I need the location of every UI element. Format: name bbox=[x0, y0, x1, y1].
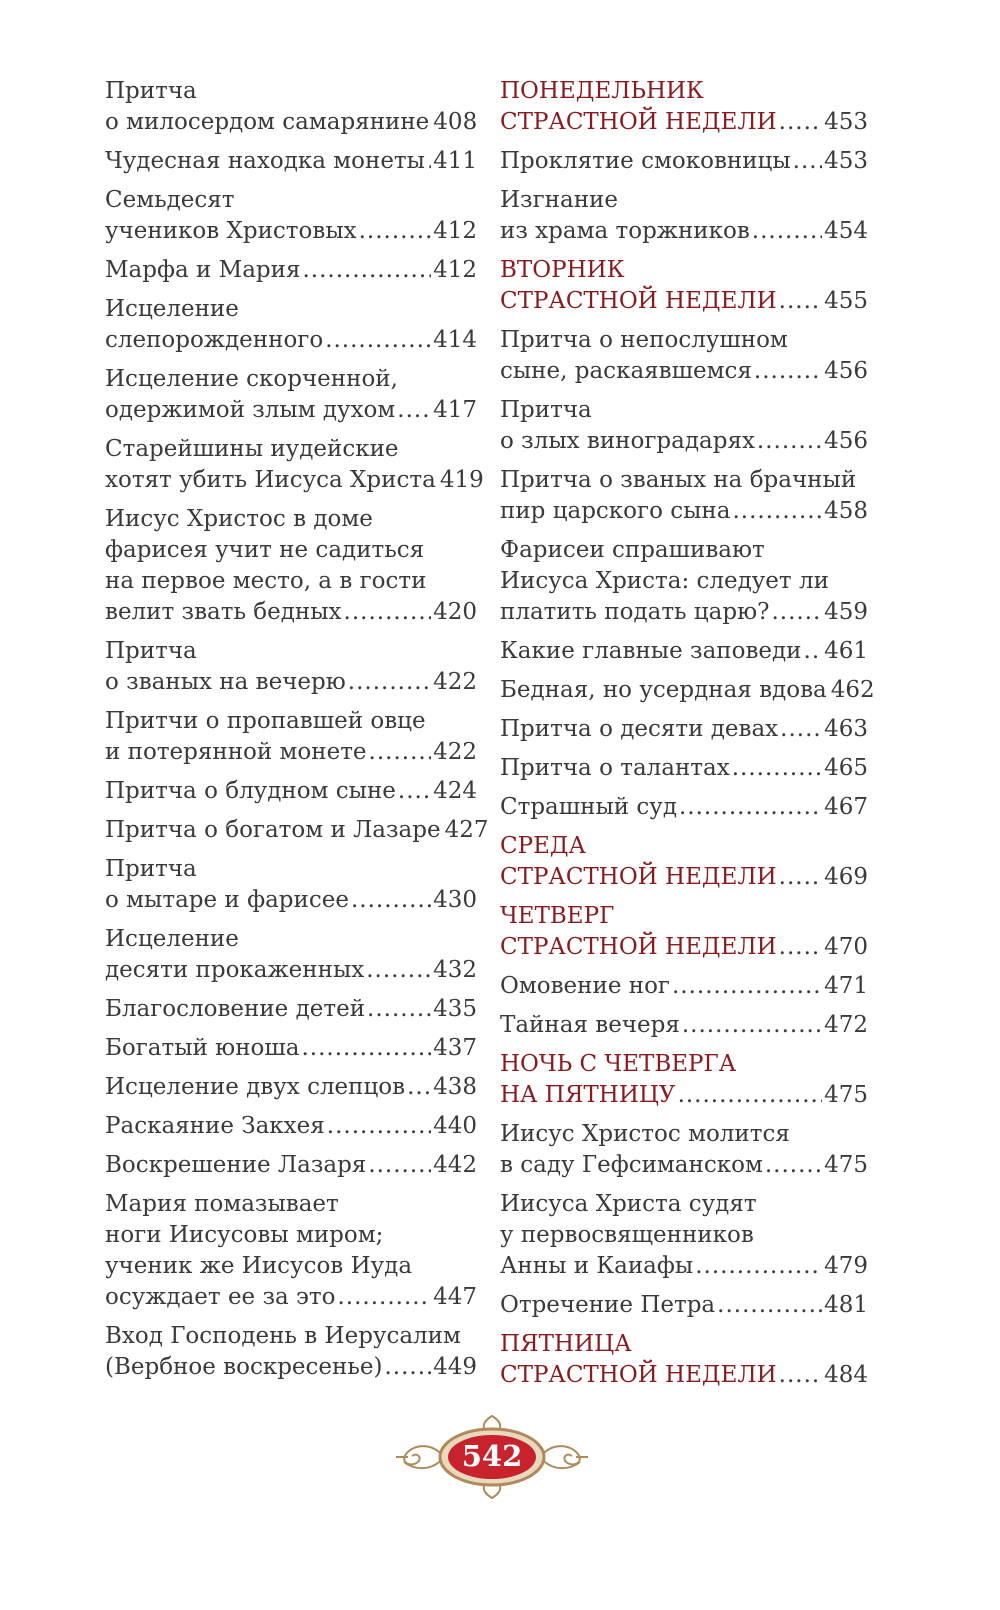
toc-entry-line bbox=[105, 885, 477, 916]
toc-page-number: 459 bbox=[824, 599, 868, 625]
toc-entry-line bbox=[105, 146, 477, 177]
toc-entry-text: Исцеление bbox=[105, 926, 239, 952]
toc-entry-text: СРЕДА bbox=[500, 833, 586, 859]
dot-leader bbox=[398, 776, 431, 807]
toc-entry-text: о мытаре и фарисее bbox=[105, 887, 349, 913]
toc-entry-text: ПОНЕДЕЛЬНИК bbox=[500, 78, 704, 104]
dot-leader bbox=[427, 146, 431, 177]
toc-entry-text: СТРАСТНОЙ НЕДЕЛИ bbox=[500, 1362, 777, 1388]
dot-leader bbox=[682, 1010, 822, 1041]
toc-entry bbox=[500, 1189, 868, 1282]
toc-entry bbox=[500, 395, 868, 457]
toc-entry-line bbox=[105, 597, 477, 628]
dot-leader bbox=[407, 1072, 431, 1103]
toc-entry bbox=[105, 434, 484, 496]
toc-page-number: 420 bbox=[433, 599, 477, 625]
toc-page-number: 463 bbox=[824, 716, 868, 742]
toc-entry-text: Иисуса Христа судят bbox=[500, 1191, 757, 1217]
toc-page-number: 479 bbox=[824, 1253, 868, 1279]
toc-entry-line bbox=[105, 1072, 477, 1103]
toc-entry bbox=[105, 1321, 477, 1383]
dot-leader bbox=[752, 216, 822, 247]
toc-entry bbox=[105, 776, 477, 807]
toc-entry bbox=[500, 792, 868, 823]
toc-entry-text: из храма торжников bbox=[500, 218, 750, 244]
toc-page-number: 472 bbox=[824, 1012, 868, 1038]
dot-leader bbox=[344, 597, 432, 628]
toc-page-number: 475 bbox=[824, 1152, 868, 1178]
toc-entry-line bbox=[105, 1282, 477, 1313]
toc-entry-line bbox=[500, 286, 868, 317]
dot-leader bbox=[351, 885, 431, 916]
toc-entry bbox=[105, 146, 477, 177]
toc-entry-line bbox=[500, 1010, 868, 1041]
toc-entry bbox=[105, 185, 477, 247]
toc-entry-text: фарисея учит не садиться bbox=[105, 537, 425, 563]
dot-leader bbox=[779, 932, 822, 963]
toc-entry-text: Фарисеи спрашивают bbox=[500, 537, 765, 563]
toc-page-number: 456 bbox=[824, 358, 868, 384]
toc-entry bbox=[500, 185, 868, 247]
dot-leader bbox=[757, 426, 822, 457]
toc-page-number: 411 bbox=[433, 148, 477, 174]
toc-page-number: 471 bbox=[824, 973, 868, 999]
toc-entry bbox=[500, 714, 868, 745]
toc-entry bbox=[500, 1119, 868, 1181]
toc-entry bbox=[105, 1072, 477, 1103]
toc-entry bbox=[105, 706, 477, 768]
toc-entry-line bbox=[105, 325, 477, 356]
dot-leader bbox=[780, 714, 822, 745]
toc-entry-text: и потерянной монете bbox=[105, 739, 367, 765]
toc-entry-text: СТРАСТНОЙ НЕДЕЛИ bbox=[500, 864, 777, 890]
toc-entry bbox=[105, 1111, 477, 1142]
dot-leader bbox=[732, 496, 822, 527]
toc-entry-text: Притча bbox=[105, 638, 197, 664]
toc-entry-text: Притча о непослушном bbox=[500, 327, 788, 353]
toc-entry-line bbox=[500, 216, 868, 247]
toc-entry-text: Иисуса Христа: следует ли bbox=[500, 568, 829, 594]
toc-entry-text: Старейшины иудейские bbox=[105, 436, 399, 462]
toc-page-number: 419 bbox=[439, 467, 484, 493]
dot-leader bbox=[327, 1111, 431, 1142]
toc-section-heading bbox=[500, 1049, 868, 1111]
toc-entry-text: СТРАСТНОЙ НЕДЕЛИ bbox=[500, 934, 777, 960]
toc-entry-text: Притчи о пропавшей овце bbox=[105, 708, 426, 734]
toc-entry bbox=[105, 636, 477, 698]
toc-entry-text: Притча о блудном сыне bbox=[105, 778, 396, 804]
dot-leader bbox=[695, 1251, 822, 1282]
toc-entry-line bbox=[105, 955, 477, 986]
toc-section-heading bbox=[500, 76, 868, 138]
dot-leader bbox=[384, 1352, 431, 1383]
toc-page-number: 422 bbox=[433, 739, 477, 765]
toc-page-number: 453 bbox=[824, 109, 868, 135]
toc-entry-text: Притча о званых на брачный bbox=[500, 467, 857, 493]
toc-entry-text: Благословение детей bbox=[105, 996, 366, 1022]
toc-entry-line bbox=[105, 395, 477, 426]
toc-entry-text: Исцеление bbox=[105, 296, 239, 322]
toc-entry-text: Раскаяние Закхея bbox=[105, 1113, 325, 1139]
toc-entry bbox=[500, 535, 868, 628]
toc-page-number: 440 bbox=[433, 1113, 477, 1139]
toc-entry-line bbox=[500, 597, 868, 628]
toc-page-number: 414 bbox=[433, 327, 477, 353]
dot-leader bbox=[672, 971, 822, 1002]
toc-entry-line bbox=[105, 107, 477, 138]
toc-entry-text: Анны и Каиафы bbox=[500, 1253, 694, 1279]
toc-entry-text: Притча bbox=[105, 78, 197, 104]
toc-entry-text: Притча о талантах bbox=[500, 755, 730, 781]
toc-entry-text: сыне, раскаявшемся bbox=[500, 358, 752, 384]
toc-entry-text: слепорожденного bbox=[105, 327, 324, 353]
toc-entry-line bbox=[105, 1033, 477, 1064]
toc-entry-line bbox=[105, 1352, 477, 1383]
toc-section-heading bbox=[500, 831, 868, 893]
toc-page-number: 424 bbox=[433, 778, 477, 804]
toc-entry-text: ПЯТНИЦА bbox=[500, 1331, 632, 1357]
toc-entry bbox=[105, 815, 489, 846]
toc-page-number: 435 bbox=[433, 996, 477, 1022]
dot-leader bbox=[368, 1150, 431, 1181]
toc-entry-line bbox=[500, 496, 868, 527]
toc-entry bbox=[105, 255, 477, 286]
dot-leader bbox=[679, 792, 822, 823]
page-number-badge bbox=[392, 1412, 592, 1502]
dot-leader bbox=[771, 597, 822, 628]
toc-entry-text: Притча bbox=[105, 856, 197, 882]
toc-entry-text: Иисус Христос в доме bbox=[105, 506, 373, 532]
toc-page-number: 470 bbox=[824, 934, 868, 960]
toc-entry-line bbox=[105, 1150, 477, 1181]
toc-entry-text: НА ПЯТНИЦУ bbox=[500, 1082, 676, 1108]
toc-entry-text: на первое место, а в гости bbox=[105, 568, 427, 594]
toc-entry-line bbox=[105, 815, 489, 846]
toc-page-number: 438 bbox=[433, 1074, 477, 1100]
toc-entry bbox=[105, 1033, 477, 1064]
toc-entry-text: ученик же Иисусов Иуда bbox=[105, 1253, 413, 1279]
toc-entry-line bbox=[500, 1290, 868, 1321]
toc-entry-text: Мария помазывает bbox=[105, 1191, 339, 1217]
toc-entry-text: Исцеление двух слепцов bbox=[105, 1074, 406, 1100]
toc-page-number: 484 bbox=[824, 1362, 868, 1388]
toc-page-number: 461 bbox=[824, 638, 868, 664]
toc-entry-text: Отречение Петра bbox=[500, 1292, 716, 1318]
toc-page-number: 417 bbox=[433, 397, 477, 423]
page-number: 542 bbox=[461, 1439, 523, 1473]
toc-entry-text: Вход Господень в Иерусалим bbox=[105, 1323, 461, 1349]
toc-entry-text: Бедная, но усердная вдова bbox=[500, 677, 827, 703]
toc-page-number: 465 bbox=[824, 755, 868, 781]
toc-entry-text: Притча о десяти девах bbox=[500, 716, 779, 742]
toc-entry bbox=[105, 994, 477, 1025]
toc-entry-line bbox=[500, 426, 868, 457]
toc-entry-line bbox=[105, 667, 477, 698]
toc-page-number: 475 bbox=[824, 1082, 868, 1108]
toc-entry-text: СТРАСТНОЙ НЕДЕЛИ bbox=[500, 109, 777, 135]
toc-entry-line bbox=[105, 776, 477, 807]
dot-leader bbox=[348, 667, 431, 698]
toc-entry-line bbox=[105, 465, 484, 496]
toc-entry-line bbox=[105, 737, 477, 768]
toc-entry-text: о злых виноградарях bbox=[500, 428, 755, 454]
toc-entry bbox=[105, 76, 477, 138]
toc-section-heading bbox=[500, 255, 868, 317]
toc-entry-text: о званых на вечерю bbox=[105, 669, 346, 695]
toc-entry-text: десяти прокаженных bbox=[105, 957, 365, 983]
toc-entry-line bbox=[105, 255, 477, 286]
toc-entry bbox=[105, 504, 477, 628]
toc-entry-line bbox=[500, 792, 868, 823]
dot-leader bbox=[754, 356, 822, 387]
toc-entry-text: у первосвященников bbox=[500, 1222, 754, 1248]
dot-leader bbox=[779, 286, 822, 317]
toc-page-number: 412 bbox=[433, 218, 477, 244]
toc-entry-text: пир царского сына bbox=[500, 498, 731, 524]
dot-leader bbox=[793, 146, 822, 177]
toc-entry-line bbox=[500, 714, 868, 745]
toc-section-heading bbox=[500, 1329, 868, 1391]
toc-entry-text: НОЧЬ С ЧЕТВЕРГА bbox=[500, 1051, 737, 1077]
toc-entry bbox=[500, 146, 868, 177]
toc-entry bbox=[105, 854, 477, 916]
toc-entry-text: Семьдесят bbox=[105, 187, 235, 213]
toc-page-number: 408 bbox=[433, 109, 478, 135]
toc-page-number: 432 bbox=[433, 957, 477, 983]
toc-page-number: 467 bbox=[824, 794, 868, 820]
toc-page-number: 430 bbox=[433, 887, 477, 913]
toc-entry-text: ВТОРНИК bbox=[500, 257, 625, 283]
toc-entry-text: Страшный суд bbox=[500, 794, 677, 820]
toc-entry-line bbox=[500, 356, 868, 387]
toc-entry bbox=[500, 675, 875, 706]
toc-entry bbox=[105, 924, 477, 986]
toc-entry-text: о милосердом самарянине bbox=[105, 109, 430, 135]
dot-leader bbox=[338, 1282, 432, 1313]
toc-entry-text: учеников Христовых bbox=[105, 218, 357, 244]
toc-entry-line bbox=[500, 1251, 868, 1282]
toc-page-number: 422 bbox=[433, 669, 477, 695]
dot-leader bbox=[367, 994, 431, 1025]
dot-leader bbox=[397, 395, 431, 426]
toc-right-column bbox=[500, 76, 875, 1399]
toc-page-number: 462 bbox=[830, 677, 875, 703]
toc-page-number: 427 bbox=[444, 817, 489, 843]
toc-entry bbox=[105, 364, 477, 426]
dot-leader bbox=[302, 255, 431, 286]
toc-page-number: 447 bbox=[433, 1284, 477, 1310]
dot-leader bbox=[732, 753, 822, 784]
toc-entry-text: ЧЕТВЕРГ bbox=[500, 903, 615, 929]
toc-page-number: 454 bbox=[824, 218, 868, 244]
toc-entry-line bbox=[500, 636, 868, 667]
toc-entry-line bbox=[500, 146, 868, 177]
dot-leader bbox=[717, 1290, 822, 1321]
toc-page-number: 469 bbox=[824, 864, 868, 890]
toc-entry bbox=[500, 1290, 868, 1321]
toc-entry-text: Богатый юноша bbox=[105, 1035, 300, 1061]
toc-page-number: 412 bbox=[433, 257, 477, 283]
toc-entry-text: Исцеление скорченной, bbox=[105, 366, 398, 392]
toc-page-number: 456 bbox=[824, 428, 868, 454]
toc-entry-text: осуждает ее за это bbox=[105, 1284, 336, 1310]
toc-entry-line bbox=[500, 753, 868, 784]
toc-entry-text: Притча о богатом и Лазаре bbox=[105, 817, 441, 843]
toc-entry-line bbox=[500, 1360, 868, 1391]
toc-entry-text: платить подать царю? bbox=[500, 599, 770, 625]
toc-page-number: 455 bbox=[824, 288, 868, 314]
toc-entry-text: Притча bbox=[500, 397, 592, 423]
toc-page-number: 437 bbox=[433, 1035, 477, 1061]
toc-entry-line bbox=[500, 932, 868, 963]
toc-section-heading bbox=[500, 901, 868, 963]
toc-entry-line bbox=[500, 971, 868, 1002]
toc-entry-text: Марфа и Мария bbox=[105, 257, 301, 283]
dot-leader bbox=[359, 216, 431, 247]
toc-entry-text: одержимой злым духом bbox=[105, 397, 396, 423]
toc-entry-text: хотят убить Иисуса Христа bbox=[105, 467, 436, 493]
toc-page-number: 458 bbox=[824, 498, 868, 524]
toc-page-number: 453 bbox=[824, 148, 868, 174]
dot-leader bbox=[779, 107, 822, 138]
toc-entry-text: Омовение ног bbox=[500, 973, 670, 999]
toc-left-column bbox=[105, 76, 489, 1391]
dot-leader bbox=[678, 1080, 823, 1111]
toc-entry-line bbox=[105, 216, 477, 247]
dot-leader bbox=[301, 1033, 431, 1064]
toc-entry-line bbox=[105, 994, 477, 1025]
toc-entry-line bbox=[500, 1150, 868, 1181]
toc-entry-text: Какие главные заповеди bbox=[500, 638, 802, 664]
toc-entry-line bbox=[105, 1111, 477, 1142]
toc-entry-line bbox=[500, 675, 875, 706]
toc-entry-text: Тайная вечеря bbox=[500, 1012, 680, 1038]
toc-entry-text: Изгнание bbox=[500, 187, 618, 213]
toc-page-number: 481 bbox=[824, 1292, 868, 1318]
toc-page-number: 442 bbox=[433, 1152, 477, 1178]
toc-entry-text: Чудесная находка монеты bbox=[105, 148, 425, 174]
dot-leader bbox=[779, 862, 822, 893]
toc-entry bbox=[500, 753, 868, 784]
toc-entry-text: Иисус Христос молится bbox=[500, 1121, 790, 1147]
toc-entry bbox=[500, 636, 868, 667]
toc-page-number: 449 bbox=[433, 1354, 477, 1380]
toc-entry bbox=[105, 294, 477, 356]
toc-entry bbox=[500, 1010, 868, 1041]
toc-entry bbox=[105, 1150, 477, 1181]
toc-entry bbox=[500, 465, 868, 527]
toc-entry-text: велит звать бедных bbox=[105, 599, 342, 625]
dot-leader bbox=[366, 955, 431, 986]
toc-entry bbox=[105, 1189, 477, 1313]
dot-leader bbox=[779, 1360, 822, 1391]
toc-entry-text: СТРАСТНОЙ НЕДЕЛИ bbox=[500, 288, 777, 314]
toc-entry-text: Проклятие смоковницы bbox=[500, 148, 791, 174]
dot-leader bbox=[765, 1150, 822, 1181]
dot-leader bbox=[804, 636, 823, 667]
dot-leader bbox=[325, 325, 431, 356]
toc-entry-text: в саду Гефсиманском bbox=[500, 1152, 763, 1178]
toc-entry-line bbox=[500, 107, 868, 138]
toc-entry bbox=[500, 325, 868, 387]
toc-entry-text: ноги Иисусовы миром; bbox=[105, 1222, 384, 1248]
toc-entry-text: Воскрешение Лазаря bbox=[105, 1152, 367, 1178]
toc-entry bbox=[500, 971, 868, 1002]
dot-leader bbox=[369, 737, 432, 768]
toc-entry-text: (Вербное воскресенье) bbox=[105, 1354, 383, 1380]
toc-entry-line bbox=[500, 1080, 868, 1111]
toc-entry-line bbox=[500, 862, 868, 893]
